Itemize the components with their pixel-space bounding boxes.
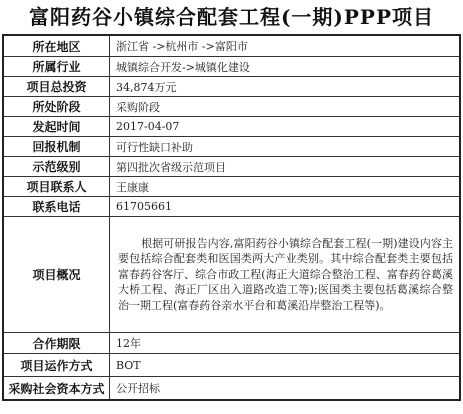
row-label: 项目联系人 xyxy=(3,177,110,197)
row-value: 2017-04-07 xyxy=(110,117,461,137)
row-label: 项目总投资 xyxy=(3,77,110,97)
row-value: 12年 xyxy=(110,333,461,354)
table-row xyxy=(3,35,460,57)
table-row xyxy=(3,117,460,137)
table-row xyxy=(3,217,460,333)
row-label: 采购社会资本方式 xyxy=(3,377,110,401)
table-row xyxy=(3,333,460,354)
row-value: 61705661 xyxy=(110,197,461,217)
table-row xyxy=(3,77,460,97)
row-value: 城镇综合开发->城镇化建设 xyxy=(110,57,461,77)
project-overview-text: 根据可研报告内容,富阳药谷小镇综合配套工程(一期)建设内容主要包括综合配套类和医国类两大产业类别。其中综合配套类主要包括富春药谷客厅、综合市政工程(海正大道综合整治工程、富春药谷葛溪大桥工程、海正厂区出入道路改造工等);医国类主要包括葛溪综合整治一期工程(富春药谷亲水平台和葛溪沿岸整治工程等)。 xyxy=(110,217,461,333)
row-value: 第四批次省级示范项目 xyxy=(110,157,461,177)
project-info-table xyxy=(2,34,461,401)
table-row xyxy=(3,137,460,157)
row-label: 项目运作方式 xyxy=(3,354,110,377)
row-value: 采购阶段 xyxy=(110,97,461,117)
row-label: 所在地区 xyxy=(3,35,110,57)
row-value: 可行性缺口补助 xyxy=(110,137,461,157)
row-value: 34,874万元 xyxy=(110,77,461,97)
row-value: 王康康 xyxy=(110,177,461,197)
row-label: 所处阶段 xyxy=(3,97,110,117)
page-title: 富阳药谷小镇综合配套工程(一期)PPP项目 xyxy=(28,5,435,29)
row-value: 浙江省 ->杭州市 ->富阳市 xyxy=(110,35,461,57)
table-row xyxy=(3,354,460,377)
row-value: 公开招标 xyxy=(110,377,461,401)
row-label: 合作期限 xyxy=(3,333,110,354)
row-label: 示范级别 xyxy=(3,157,110,177)
table-row xyxy=(3,197,460,217)
row-value: BOT xyxy=(110,354,461,377)
row-label: 发起时间 xyxy=(3,117,110,137)
table-row xyxy=(3,177,460,197)
table-row xyxy=(3,97,460,117)
row-label: 联系电话 xyxy=(3,197,110,217)
row-label: 项目概况 xyxy=(3,217,110,333)
table-row xyxy=(3,377,460,401)
table-row xyxy=(3,157,460,177)
row-label: 所属行业 xyxy=(3,57,110,77)
table-row xyxy=(3,57,460,77)
row-label: 回报机制 xyxy=(3,137,110,157)
